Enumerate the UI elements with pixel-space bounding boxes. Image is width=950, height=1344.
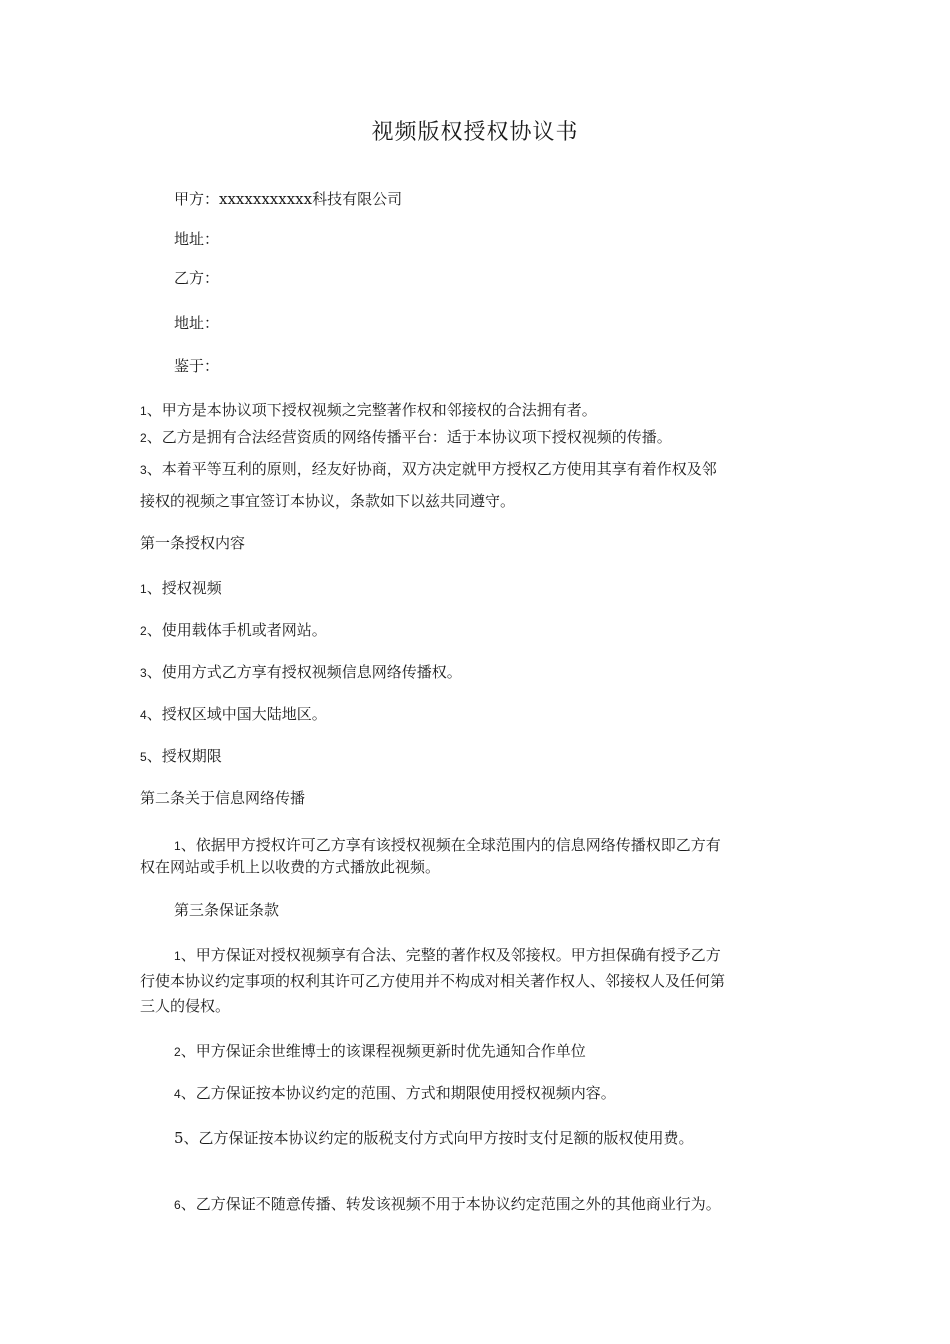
item-text: 、乙方保证按本协议约定的范围、方式和期限使用授权视频内容。 [180, 1084, 616, 1102]
article-2-item-1-line-1 [174, 835, 721, 856]
whereas-label: 鉴于： [174, 357, 220, 375]
article-1-heading: 第一条授权内容 [140, 534, 246, 552]
article-1-item [140, 746, 222, 767]
party-a-name: xxxxxxxxxxx科技有限公司 [219, 190, 403, 208]
item-text: 、乙方保证不随意传播、转发该视频不用于本协议约定范围之外的其他商业行为。 [180, 1195, 721, 1213]
recital-item [140, 427, 672, 448]
item-text: 、甲方保证余世维博士的该课程视频更新时优先通知合作单位 [180, 1042, 586, 1060]
party-b-line: 乙方： [174, 269, 220, 287]
article-3-item-1-line-3: 三人的侵权。 [140, 997, 231, 1015]
item-text: 、授权区域中国大陆地区。 [146, 705, 327, 723]
item-number: 1 [174, 839, 181, 853]
recital-number: 1 [140, 404, 147, 418]
article-3-item-5: 5、乙方保证按本协议约定的版税支付方式向甲方按时支付足额的版权使用费。 [174, 1129, 694, 1147]
item-text: 、甲方保证对授权视频享有合法、完整的著作权及邻接权。甲方担保确有授予乙方 [180, 946, 721, 964]
article-1-item [140, 578, 222, 599]
party-a-line [174, 189, 402, 209]
recital-number: 3 [140, 463, 147, 477]
recital-text: 、本着平等互利的原则，经友好协商，双方决定就甲方授权乙方使用其享有着作权及邻 [146, 460, 717, 478]
party-b-address: 地址： [174, 314, 220, 332]
recital-item [140, 459, 717, 480]
item-number: 4 [140, 708, 147, 722]
party-a-label: 甲方： [174, 190, 220, 208]
item-number: 2 [140, 624, 147, 638]
article-3-heading: 第三条保证条款 [174, 901, 280, 919]
article-2-item-1-line-2: 权在网站或手机上以收费的方式播放此视频。 [140, 858, 441, 876]
article-1-item [140, 662, 462, 683]
article-3-item-2 [174, 1041, 586, 1062]
item-number: 4 [174, 1087, 181, 1101]
item-text: 、授权视频 [146, 579, 222, 597]
item-text: 、授权期限 [146, 747, 222, 765]
recital-3-continued: 接权的视频之事宜签订本协议，条款如下以兹共同遵守。 [140, 492, 516, 510]
item-number: 1 [140, 582, 147, 596]
item-text: 、使用方式乙方享有授权视频信息网络传播权。 [146, 663, 462, 681]
item-number: 3 [140, 666, 147, 680]
item-number: 5 [140, 750, 147, 764]
article-1-item [140, 704, 327, 725]
recital-item [140, 400, 597, 421]
recital-text: 、乙方是拥有合法经营资质的网络传播平台：适于本协议项下授权视频的传播。 [146, 428, 672, 446]
article-3-item-6 [174, 1194, 721, 1215]
recital-number: 2 [140, 431, 147, 445]
recital-text: 、甲方是本协议项下授权视频之完整著作权和邻接权的合法拥有者。 [146, 401, 597, 419]
article-2-heading: 第二条关于信息网络传播 [140, 789, 306, 807]
article-3-item-1-line-1 [174, 945, 721, 966]
item-text: 、使用载体手机或者网站。 [146, 621, 327, 639]
document-title: 视频版权授权协议书 [371, 120, 579, 145]
item-number: 2 [174, 1045, 181, 1059]
article-3-item-4 [174, 1083, 616, 1104]
item-number: 1 [174, 949, 181, 963]
party-a-address: 地址： [174, 230, 220, 248]
item-text: 、依据甲方授权许可乙方享有该授权视频在全球范围内的信息网络传播权即乙方有 [180, 836, 721, 854]
article-3-item-1-line-2: 行使本协议约定事项的权利其许可乙方使用并不构成对相关著作权人、邻接权人及任何第 [140, 972, 726, 990]
article-1-item [140, 620, 327, 641]
item-number: 6 [174, 1198, 181, 1212]
